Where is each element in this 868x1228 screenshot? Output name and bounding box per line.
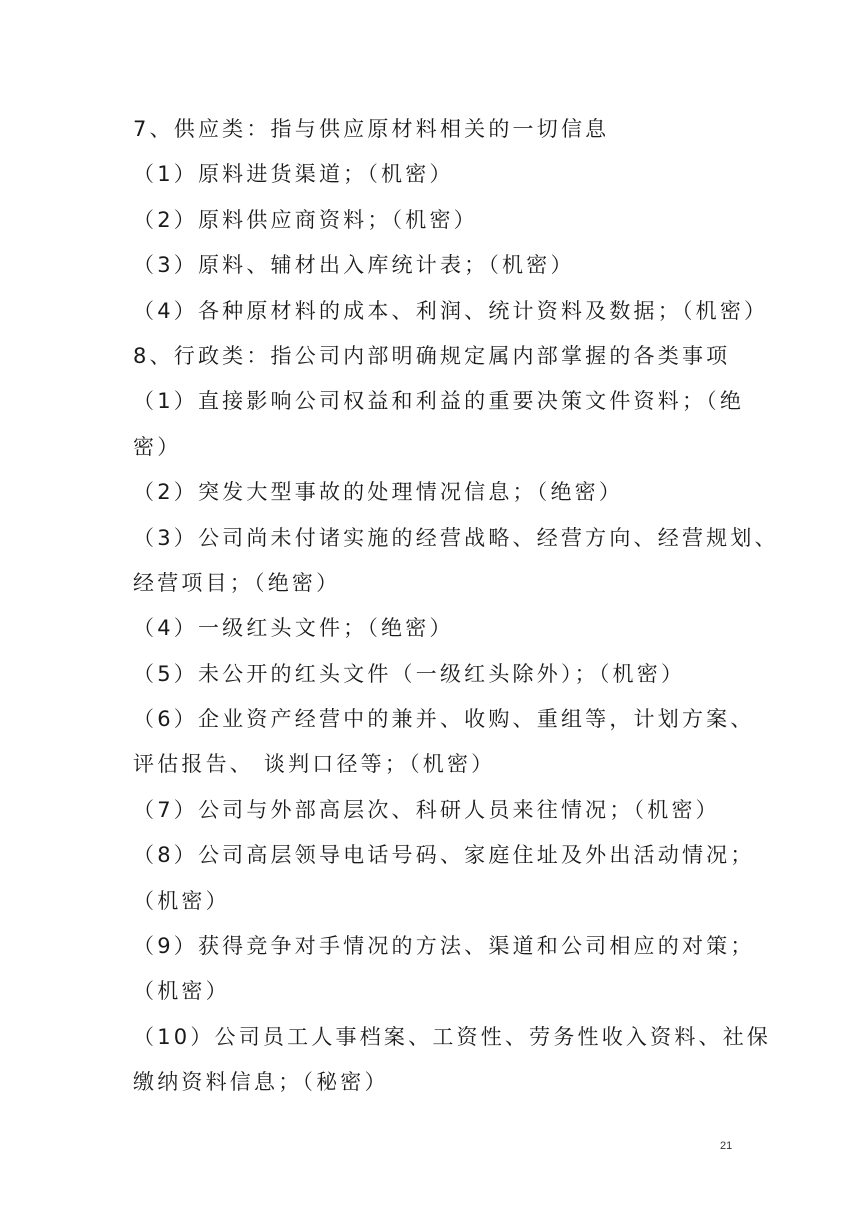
list-item: （1）直接影响公司权益和利益的重要决策文件资料；（绝 [133,389,745,414]
list-item: （2）原料供应商资料；（机密） [133,207,478,232]
list-item: （3）公司尚未付诸实施的经营战略、经营方向、经营规划、 [133,525,779,550]
list-item: （3）原料、辅材出入库统计表；（机密） [133,253,575,278]
list-item: （4）各种原材料的成本、利润、统计资料及数据；（机密） [133,298,769,323]
list-item: （4）一级红头文件；（绝密） [133,616,454,641]
list-item-continuation: 缴纳资料信息；（秘密） [133,1070,389,1095]
page-number: 21 [720,1140,733,1152]
section-heading-admin: 8、行政类：指公司内部明确规定属内部掌握的各类事项 [133,343,731,368]
list-item: （2）突发大型事故的处理情况信息；（绝密） [133,480,624,505]
document-body [133,107,779,1106]
list-item: （10）公司员工人事档案、工资性、劳务性收入资料、社保 [133,1024,772,1049]
list-item-continuation: （机密） [133,979,230,1004]
list-item: （5）未公开的红头文件（一级红头除外）；（机密） [133,661,686,686]
list-item: （9）获得竞争对手情况的方法、渠道和公司相应的对策； [133,934,755,959]
list-item: （1）原料进货渠道；（机密） [133,162,454,187]
list-item: （8）公司高层领导电话号码、家庭住址及外出活动情况； [133,843,755,868]
list-item-continuation: （机密） [133,888,230,913]
list-item-continuation: 密） [133,434,182,459]
list-item: （6）企业资产经营中的兼并、收购、重组等，计划方案、 [133,707,755,732]
list-item-continuation: 经营项目；（绝密） [133,570,341,595]
section-heading-supply: 7、供应类：指与供应原材料相关的一切信息 [133,117,610,141]
list-item-continuation: 评估报告、 谈判口径等；（机密） [133,752,496,777]
list-item: （7）公司与外部高层次、科研人员来往情况；（机密） [133,797,720,822]
